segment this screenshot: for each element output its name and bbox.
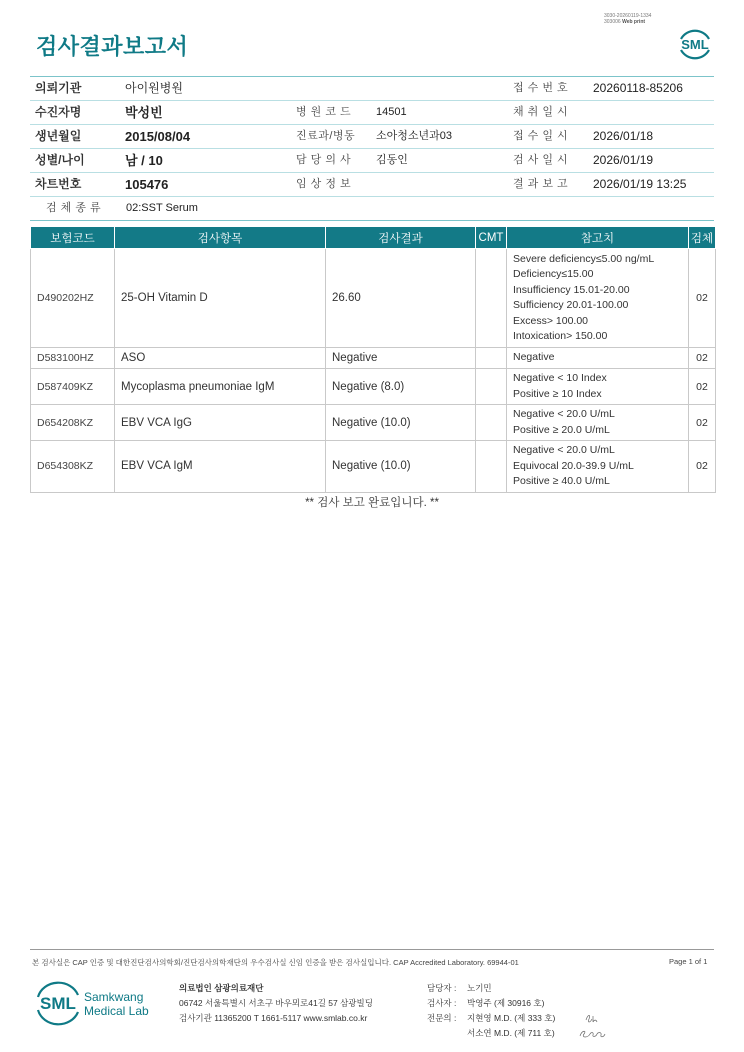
certification-note: 본 검사실은 CAP 인증 및 대한진단검사의학회/진단검사의학재단의 우수검사실 신임 인증을 받은 검사실입니다. CAP Accredited Laboratory. 69944-01 (32, 958, 519, 967)
cmt-cell (476, 369, 507, 405)
results-table (30, 226, 716, 493)
info-value: 20260118-85206 (593, 81, 683, 95)
table-row (31, 405, 716, 441)
ref-line: Negative < 20.0 U/mL (513, 408, 615, 420)
info-value: 소아청소년과03 (376, 130, 452, 142)
test-result: Negative (10.0) (326, 405, 476, 441)
org-contact: 검사기관 11365200 T 1661-5117 www.smlab.co.kr (179, 1013, 368, 1023)
info-value: 2026/01/19 (593, 153, 654, 167)
info-label: 검 사 일 시 (513, 154, 569, 166)
print-mode: Web print (622, 19, 646, 25)
insurance-code: D490202HZ (31, 249, 115, 348)
ref-line: Positive ≥ 40.0 U/mL (513, 475, 610, 487)
staff-label: 전문의 : (427, 1013, 457, 1023)
org-name: 의료법인 삼광의료재단 (179, 983, 264, 993)
insurance-code: D654308KZ (31, 441, 115, 493)
col-header: 참고치 (507, 227, 689, 249)
logo-name-line2: Medical Lab (84, 1004, 149, 1018)
reference-range (507, 249, 689, 348)
info-value: 남 / 10 (125, 153, 163, 168)
cmt-cell (476, 441, 507, 493)
print-code-line1: 3030-20260119-1334 (604, 13, 652, 19)
info-label: 성별/나이 (35, 153, 85, 167)
staff-label: 검사자 : (427, 998, 457, 1008)
test-item: Mycoplasma pneumoniae IgM (115, 369, 326, 405)
info-label: 채 취 일 시 (513, 106, 569, 118)
ref-line: Positive ≥ 20.0 U/mL (513, 423, 610, 436)
info-value: 아이원병원 (125, 81, 183, 95)
completion-note: ** 검사 보고 완료입니다. ** (305, 497, 439, 509)
specimen: 02 (689, 348, 716, 369)
page-number: Page 1 of 1 (669, 957, 708, 966)
insurance-code: D654208KZ (31, 405, 115, 441)
print-code (604, 13, 651, 25)
ref-line: Negative < 20.0 U/mL (513, 444, 615, 456)
ref-line: Deficiency≤15.00 (513, 268, 594, 280)
staff-value: 노기민 (467, 983, 492, 993)
info-label: 병 원 코 드 (296, 106, 352, 118)
specimen: 02 (689, 405, 716, 441)
org-address: 06742 서울특별시 서초구 바우뫼로41길 57 삼광빌딩 (179, 998, 373, 1008)
staff-label: 담당자 : (427, 983, 457, 993)
reference-range (507, 369, 689, 405)
info-value: 14501 (376, 106, 407, 118)
test-item: ASO (115, 348, 326, 369)
col-header: 검사항목 (115, 227, 326, 249)
info-row (30, 76, 714, 101)
page-title: 검사결과보고서 (36, 34, 189, 59)
info-value: 2026/01/18 (593, 129, 654, 143)
specimen: 02 (689, 369, 716, 405)
info-label: 결 과 보 고 (513, 178, 569, 190)
logo-name-line1: Samkwang (84, 990, 144, 1004)
sml-logo (676, 25, 714, 63)
test-item: 25-OH Vitamin D (115, 249, 326, 348)
info-row (30, 173, 714, 197)
info-value: 2026/01/19 13:25 (593, 177, 687, 191)
info-value: 02:SST Serum (126, 202, 198, 214)
info-label: 생년월일 (35, 129, 82, 143)
cmt-cell (476, 249, 507, 348)
staff-value: 박영주 (제 30916 호) (467, 998, 545, 1008)
footer-divider (30, 949, 714, 950)
ref-line: Negative < 10 Index (513, 372, 607, 384)
insurance-code: D587409KZ (31, 369, 115, 405)
samkwang-logo (36, 980, 156, 1026)
info-value: 김동인 (376, 154, 408, 166)
info-value: 박성빈 (125, 105, 163, 120)
col-header: 검체 (689, 227, 716, 249)
table-row (31, 348, 716, 369)
results-header-row (31, 227, 716, 249)
logo-text: SML (40, 994, 76, 1013)
ref-line: Equivocal 20.0-39.9 U/mL (513, 459, 634, 472)
info-label: 접 수 번 호 (513, 82, 569, 94)
svg-text:SML: SML (681, 37, 709, 52)
test-item: EBV VCA IgM (115, 441, 326, 493)
test-item: EBV VCA IgG (115, 405, 326, 441)
test-result: Negative (326, 348, 476, 369)
reference-range (507, 441, 689, 493)
info-label: 접 수 일 시 (513, 130, 569, 142)
info-value: 2015/08/04 (125, 129, 191, 144)
test-result: Negative (8.0) (326, 369, 476, 405)
col-header: CMT (476, 227, 507, 249)
cmt-cell (476, 348, 507, 369)
info-label: 진료과/병동 (296, 130, 356, 142)
table-row (31, 369, 716, 405)
info-row (30, 101, 714, 125)
table-row (31, 441, 716, 493)
reference-range (507, 348, 689, 369)
table-row (31, 249, 716, 348)
ref-line: Positive ≥ 10 Index (513, 387, 602, 400)
info-row (30, 125, 714, 149)
info-label: 임 상 정 보 (296, 178, 352, 190)
info-label: 차트번호 (35, 177, 82, 191)
specimen: 02 (689, 441, 716, 493)
info-value: 105476 (125, 177, 169, 192)
staff-value: 지현영 M.D. (제 333 호) (467, 1013, 556, 1023)
col-header: 검사결과 (326, 227, 476, 249)
insurance-code: D583100HZ (31, 348, 115, 369)
info-label: 검 체 종 류 (46, 202, 102, 214)
info-label: 담 당 의 사 (296, 154, 352, 166)
cmt-cell (476, 405, 507, 441)
signature-image (578, 1010, 618, 1040)
col-header: 보험코드 (31, 227, 115, 249)
ref-line: Intoxication> 150.00 (513, 330, 608, 342)
ref-line: Severe deficiency≤5.00 ng/mL (513, 252, 655, 265)
info-row (30, 197, 714, 221)
specimen: 02 (689, 249, 716, 348)
print-code-line2: 303006 (604, 19, 621, 25)
ref-line: Negative (513, 351, 555, 364)
org-info (179, 981, 373, 1026)
ref-line: Insufficiency 15.01-20.00 (513, 283, 630, 296)
ref-line: Sufficiency 20.01-100.00 (513, 299, 629, 311)
info-label: 수진자명 (35, 105, 82, 119)
reference-range (507, 405, 689, 441)
staff-value: 서소연 M.D. (제 711 호) (467, 1028, 555, 1038)
test-result: 26.60 (326, 249, 476, 348)
test-result: Negative (10.0) (326, 441, 476, 493)
info-row (30, 149, 714, 173)
info-label: 의뢰기관 (35, 81, 82, 95)
patient-info-table (30, 76, 714, 221)
ref-line: Excess> 100.00 (513, 314, 589, 327)
